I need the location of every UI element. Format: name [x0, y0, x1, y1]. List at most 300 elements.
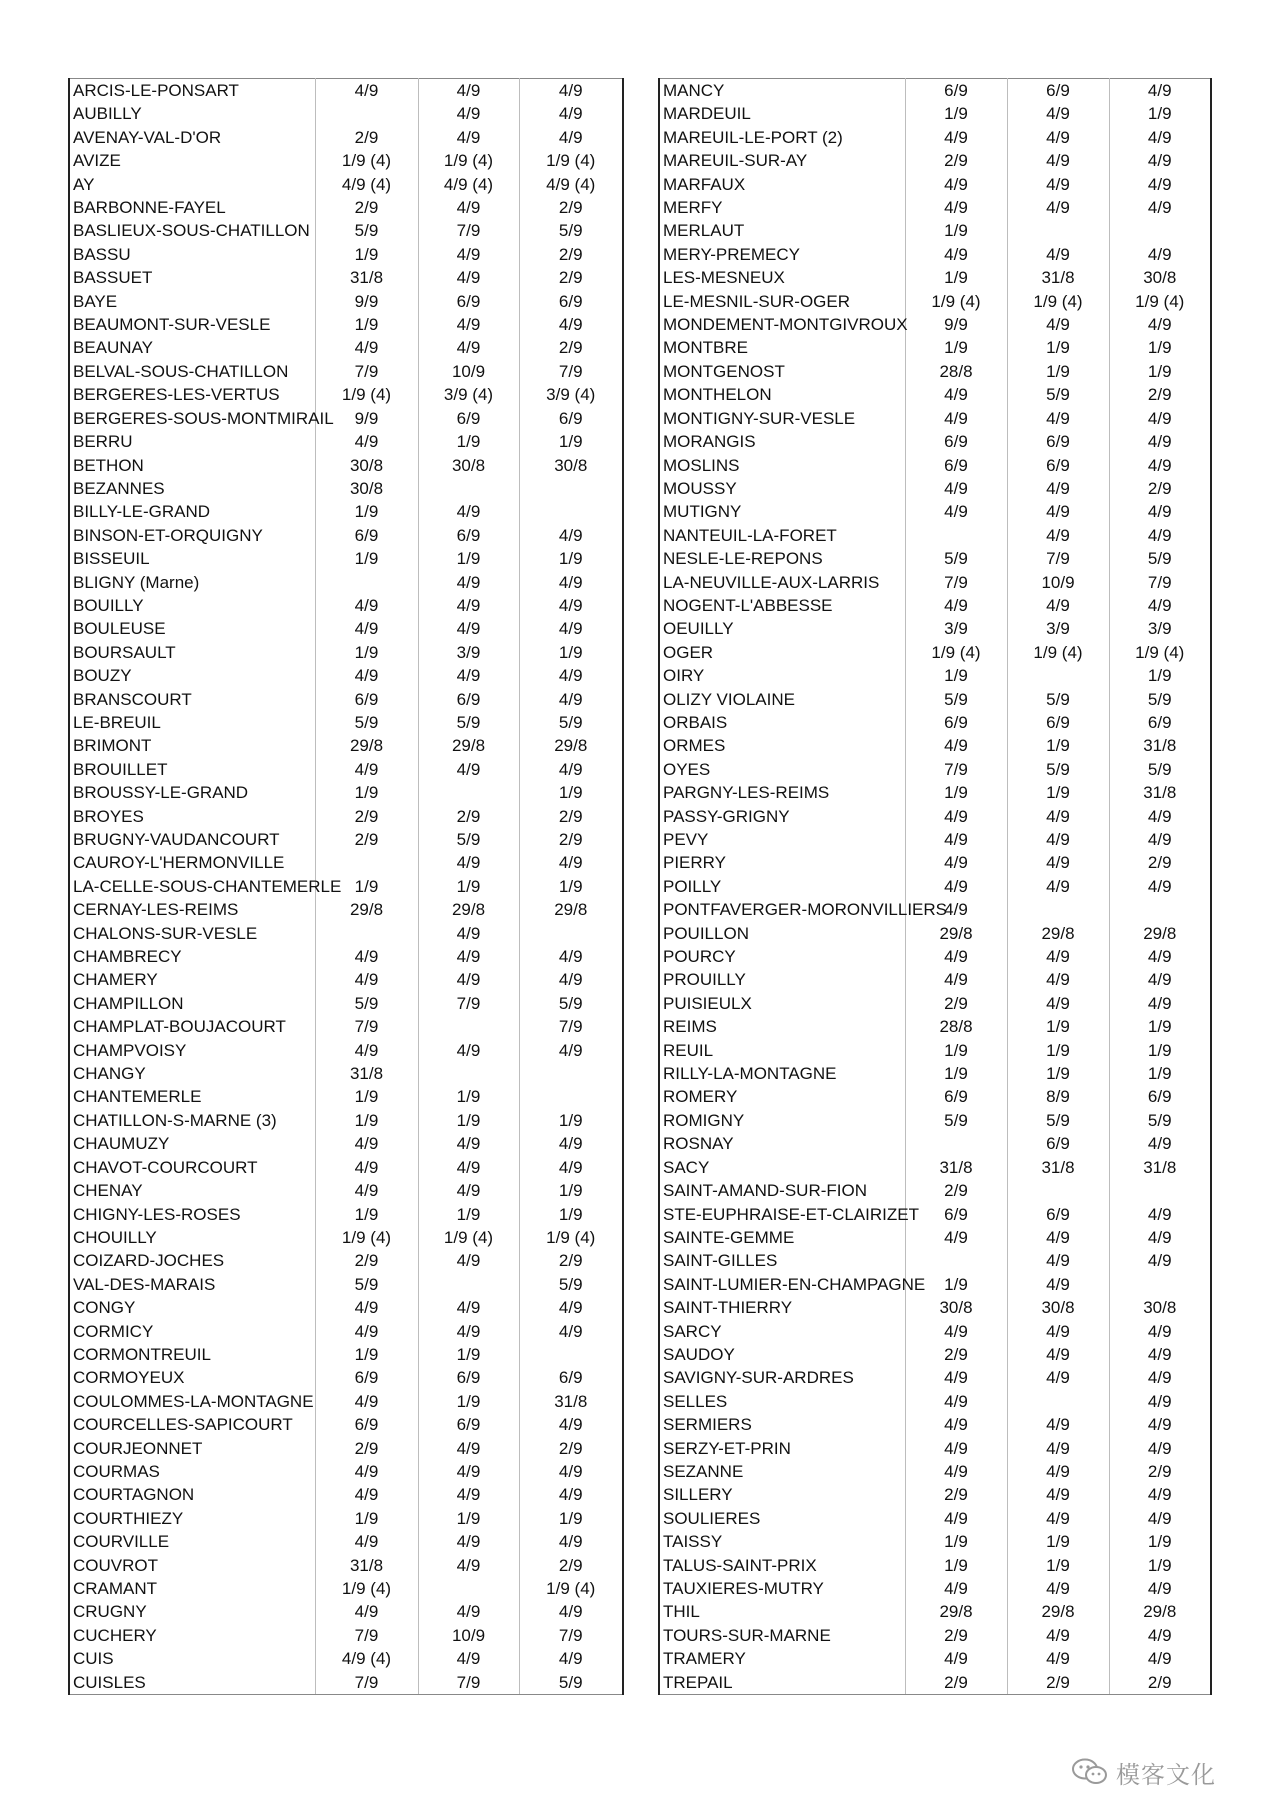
- date-cell-2: 4/9: [418, 500, 519, 523]
- date-cell-2: 4/9: [418, 1483, 519, 1506]
- date-cell-1: 6/9: [905, 1085, 1007, 1108]
- commune-name: CHAMPILLON: [69, 992, 315, 1015]
- date-cell-2: 4/9: [1007, 1320, 1109, 1343]
- date-cell-2: 4/9: [418, 1437, 519, 1460]
- table-row: [659, 1624, 1211, 1647]
- commune-name: MERY-PREMECY: [659, 243, 905, 266]
- date-cell-2: 4/9: [1007, 149, 1109, 172]
- date-cell-1: 4/9: [905, 1507, 1007, 1530]
- date-cell-2: 1/9: [418, 875, 519, 898]
- date-cell-1: 2/9: [315, 805, 418, 828]
- date-cell-1: 30/8: [315, 454, 418, 477]
- table-row: [69, 641, 623, 664]
- commune-name: PARGNY-LES-REIMS: [659, 781, 905, 804]
- table-row: [69, 407, 623, 430]
- date-cell-2: 6/9: [1007, 1132, 1109, 1155]
- date-cell-2: 4/9: [418, 758, 519, 781]
- date-cell-2: 4/9: [1007, 1273, 1109, 1296]
- date-cell-1: 4/9: [905, 1577, 1007, 1600]
- date-cell-1: 6/9: [905, 1203, 1007, 1226]
- date-cell-3: 4/9: [1109, 1132, 1211, 1155]
- commune-name: COULOMMES-LA-MONTAGNE: [69, 1390, 315, 1413]
- date-cell-3: 29/8: [519, 898, 623, 921]
- commune-name: CHAUMUZY: [69, 1132, 315, 1155]
- date-cell-2: 6/9: [1007, 711, 1109, 734]
- date-cell-3: 4/9: [519, 1483, 623, 1506]
- table-row: [659, 1203, 1211, 1226]
- date-cell-1: 1/9: [905, 781, 1007, 804]
- date-cell-2: 4/9: [418, 1296, 519, 1319]
- table-row: [659, 851, 1211, 874]
- table-row: [659, 571, 1211, 594]
- date-cell-3: 7/9: [519, 360, 623, 383]
- date-cell-1: 2/9: [905, 992, 1007, 1015]
- date-cell-1: 1/9: [905, 1554, 1007, 1577]
- table-row: [659, 664, 1211, 687]
- table-row: [69, 1039, 623, 1062]
- date-cell-3: 1/9: [519, 641, 623, 664]
- commune-name: CORMONTREUIL: [69, 1343, 315, 1366]
- date-cell-1: 4/9: [905, 805, 1007, 828]
- table-row: [659, 1015, 1211, 1038]
- date-cell-1: 4/9: [905, 477, 1007, 500]
- date-cell-1: 4/9: [315, 1296, 418, 1319]
- date-cell-1: 6/9: [315, 1366, 418, 1389]
- date-cell-1: 4/9: [315, 79, 418, 103]
- table-row: [69, 219, 623, 242]
- table-row: [659, 1647, 1211, 1670]
- commune-name: CHATILLON-S-MARNE (3): [69, 1109, 315, 1132]
- date-cell-1: 2/9: [315, 828, 418, 851]
- table-row: [69, 1460, 623, 1483]
- date-cell-2: 4/9: [1007, 102, 1109, 125]
- date-cell-1: 6/9: [905, 79, 1007, 103]
- table-row: [659, 1249, 1211, 1272]
- date-cell-2: 4/9: [418, 1320, 519, 1343]
- date-cell-1: 4/9: [905, 1437, 1007, 1460]
- date-cell-1: 1/9: [905, 266, 1007, 289]
- date-cell-3: 4/9: [1109, 805, 1211, 828]
- date-cell-3: [1109, 219, 1211, 242]
- table-row: [659, 126, 1211, 149]
- date-cell-3: 2/9: [519, 1554, 623, 1577]
- commune-name: BROYES: [69, 805, 315, 828]
- date-cell-2: 1/9: [1007, 336, 1109, 359]
- commune-name: MONTHELON: [659, 383, 905, 406]
- commune-name: BERGERES-LES-VERTUS: [69, 383, 315, 406]
- date-cell-2: 1/9: [1007, 734, 1109, 757]
- date-cell-2: 2/9: [1007, 1671, 1109, 1695]
- date-cell-2: 4/9: [1007, 1343, 1109, 1366]
- date-cell-2: 30/8: [1007, 1296, 1109, 1319]
- table-row: [659, 313, 1211, 336]
- date-cell-1: 1/9: [315, 1343, 418, 1366]
- table-row: [69, 360, 623, 383]
- date-cell-2: 4/9: [418, 571, 519, 594]
- date-cell-2: 1/9: [418, 1507, 519, 1530]
- date-cell-3: 31/8: [1109, 781, 1211, 804]
- table-row: [659, 500, 1211, 523]
- commune-name: BOUZY: [69, 664, 315, 687]
- table-row: [659, 1156, 1211, 1179]
- table-row: [69, 711, 623, 734]
- left-communes-table: [68, 78, 624, 1695]
- date-cell-1: [315, 922, 418, 945]
- commune-name: LE-MESNIL-SUR-OGER: [659, 290, 905, 313]
- date-cell-2: 1/9 (4): [1007, 290, 1109, 313]
- commune-name: MUTIGNY: [659, 500, 905, 523]
- date-cell-1: 2/9: [905, 1343, 1007, 1366]
- table-row: [659, 1085, 1211, 1108]
- watermark: [1070, 1752, 1270, 1792]
- commune-name: RILLY-LA-MONTAGNE: [659, 1062, 905, 1085]
- commune-name: PIERRY: [659, 851, 905, 874]
- table-row: [659, 594, 1211, 617]
- date-cell-3: 4/9: [1109, 243, 1211, 266]
- date-cell-1: 4/9: [315, 1156, 418, 1179]
- date-cell-3: 2/9: [519, 1437, 623, 1460]
- date-cell-3: [1109, 1273, 1211, 1296]
- commune-name: CUIS: [69, 1647, 315, 1670]
- date-cell-3: [519, 500, 623, 523]
- commune-name: CHAMBRECY: [69, 945, 315, 968]
- date-cell-3: 2/9: [1109, 477, 1211, 500]
- date-cell-1: 7/9: [315, 1671, 418, 1695]
- table-row: [69, 149, 623, 172]
- commune-name: TALUS-SAINT-PRIX: [659, 1554, 905, 1577]
- date-cell-1: 4/9: [905, 1226, 1007, 1249]
- table-row: [69, 1062, 623, 1085]
- date-cell-3: 4/9: [1109, 1203, 1211, 1226]
- commune-name: SAUDOY: [659, 1343, 905, 1366]
- table-row: [659, 1296, 1211, 1319]
- table-row: [659, 1273, 1211, 1296]
- date-cell-3: 4/9: [519, 524, 623, 547]
- table-row: [69, 1249, 623, 1272]
- date-cell-2: 4/9: [1007, 1624, 1109, 1647]
- date-cell-2: 6/9: [418, 1413, 519, 1436]
- date-cell-3: 4/9: [1109, 173, 1211, 196]
- date-cell-2: 8/9: [1007, 1085, 1109, 1108]
- table-row: [69, 126, 623, 149]
- table-row: [659, 711, 1211, 734]
- commune-name: POILLY: [659, 875, 905, 898]
- date-cell-1: 7/9: [905, 571, 1007, 594]
- date-cell-1: 4/9: [905, 500, 1007, 523]
- table-row: [659, 290, 1211, 313]
- date-cell-1: 28/8: [905, 360, 1007, 383]
- date-cell-2: 1/9: [1007, 1530, 1109, 1553]
- commune-name: CRAMANT: [69, 1577, 315, 1600]
- date-cell-1: 29/8: [905, 922, 1007, 945]
- commune-name: CHOUILLY: [69, 1226, 315, 1249]
- date-cell-1: 5/9: [905, 688, 1007, 711]
- commune-name: BEAUMONT-SUR-VESLE: [69, 313, 315, 336]
- date-cell-2: 4/9: [418, 617, 519, 640]
- date-cell-3: 5/9: [519, 1273, 623, 1296]
- date-cell-2: 1/9 (4): [1007, 641, 1109, 664]
- date-cell-1: 1/9: [315, 547, 418, 570]
- date-cell-2: 4/9: [1007, 945, 1109, 968]
- commune-name: TREPAIL: [659, 1671, 905, 1695]
- commune-name: COURTAGNON: [69, 1483, 315, 1506]
- commune-name: SERMIERS: [659, 1413, 905, 1436]
- date-cell-2: 1/9 (4): [418, 149, 519, 172]
- table-row: [659, 266, 1211, 289]
- date-cell-1: 4/9: [315, 1132, 418, 1155]
- table-row: [69, 1600, 623, 1623]
- date-cell-3: 2/9: [519, 336, 623, 359]
- date-cell-3: 5/9: [1109, 688, 1211, 711]
- table-row: [659, 196, 1211, 219]
- date-cell-1: 4/9: [315, 1320, 418, 1343]
- commune-name: THIL: [659, 1600, 905, 1623]
- date-cell-2: 6/9: [418, 1366, 519, 1389]
- date-cell-1: 1/9: [315, 781, 418, 804]
- date-cell-3: [519, 1062, 623, 1085]
- date-cell-1: 4/9: [905, 898, 1007, 921]
- date-cell-3: 30/8: [519, 454, 623, 477]
- date-cell-3: 4/9: [1109, 828, 1211, 851]
- date-cell-1: 1/9 (4): [905, 290, 1007, 313]
- commune-name: VAL-DES-MARAIS: [69, 1273, 315, 1296]
- table-row: [659, 149, 1211, 172]
- date-cell-3: 1/9: [1109, 1530, 1211, 1553]
- table-row: [69, 336, 623, 359]
- table-row: [659, 1437, 1211, 1460]
- date-cell-3: 30/8: [1109, 1296, 1211, 1319]
- commune-name: SELLES: [659, 1390, 905, 1413]
- table-row: [69, 758, 623, 781]
- commune-name: SEZANNE: [659, 1460, 905, 1483]
- commune-name: LE-BREUIL: [69, 711, 315, 734]
- commune-name: LA-NEUVILLE-AUX-LARRIS: [659, 571, 905, 594]
- table-row: [69, 1647, 623, 1670]
- table-row: [69, 1413, 623, 1436]
- date-cell-2: 29/8: [1007, 922, 1109, 945]
- date-cell-2: 4/9: [418, 126, 519, 149]
- date-cell-2: 1/9: [418, 1109, 519, 1132]
- date-cell-1: 2/9: [905, 1624, 1007, 1647]
- date-cell-1: 6/9: [315, 1413, 418, 1436]
- date-cell-2: 31/8: [1007, 1156, 1109, 1179]
- date-cell-3: 30/8: [1109, 266, 1211, 289]
- date-cell-3: 29/8: [1109, 1600, 1211, 1623]
- date-cell-2: 29/8: [418, 898, 519, 921]
- date-cell-2: 10/9: [418, 360, 519, 383]
- date-cell-1: 7/9: [315, 1015, 418, 1038]
- date-cell-3: 5/9: [1109, 547, 1211, 570]
- date-cell-3: 4/9: [519, 851, 623, 874]
- date-cell-2: 4/9 (4): [418, 173, 519, 196]
- commune-name: AUBILLY: [69, 102, 315, 125]
- date-cell-1: 4/9: [905, 1366, 1007, 1389]
- commune-name: CORMOYEUX: [69, 1366, 315, 1389]
- date-cell-2: 4/9: [418, 243, 519, 266]
- commune-name: CHENAY: [69, 1179, 315, 1202]
- date-cell-1: 1/9: [315, 500, 418, 523]
- table-row: [69, 1156, 623, 1179]
- date-cell-3: 4/9: [519, 1413, 623, 1436]
- date-cell-3: 6/9: [1109, 1085, 1211, 1108]
- table-row: [659, 781, 1211, 804]
- commune-name: TOURS-SUR-MARNE: [659, 1624, 905, 1647]
- date-cell-3: 2/9: [519, 266, 623, 289]
- table-row: [69, 477, 623, 500]
- date-cell-2: 1/9: [418, 547, 519, 570]
- commune-name: MOSLINS: [659, 454, 905, 477]
- commune-name: BRUGNY-VAUDANCOURT: [69, 828, 315, 851]
- date-cell-2: 30/8: [418, 454, 519, 477]
- date-cell-3: 4/9: [1109, 1483, 1211, 1506]
- date-cell-1: 1/9: [315, 1507, 418, 1530]
- date-cell-3: 4/9: [1109, 968, 1211, 991]
- table-row: [69, 500, 623, 523]
- commune-name: AY: [69, 173, 315, 196]
- commune-name: ROMERY: [659, 1085, 905, 1108]
- date-cell-3: 4/9: [1109, 149, 1211, 172]
- table-row: [69, 1624, 623, 1647]
- table-row: [659, 1320, 1211, 1343]
- commune-name: BRIMONT: [69, 734, 315, 757]
- table-row: [659, 336, 1211, 359]
- date-cell-1: 29/8: [315, 734, 418, 757]
- commune-name: PONTFAVERGER-MORONVILLIERS: [659, 898, 905, 921]
- date-cell-1: 4/9 (4): [315, 1647, 418, 1670]
- date-cell-3: 4/9: [519, 1296, 623, 1319]
- commune-name: OYES: [659, 758, 905, 781]
- table-row: [659, 1039, 1211, 1062]
- table-row: [659, 477, 1211, 500]
- date-cell-3: 1/9: [1109, 336, 1211, 359]
- date-cell-3: 31/8: [1109, 734, 1211, 757]
- date-cell-2: 7/9: [418, 219, 519, 242]
- date-cell-3: 4/9: [519, 102, 623, 125]
- commune-name: ROSNAY: [659, 1132, 905, 1155]
- table-row: [69, 1507, 623, 1530]
- date-cell-2: 5/9: [1007, 383, 1109, 406]
- date-cell-1: 4/9: [315, 430, 418, 453]
- date-cell-2: 1/9: [1007, 1039, 1109, 1062]
- date-cell-1: 4/9: [315, 594, 418, 617]
- date-cell-3: 5/9: [1109, 1109, 1211, 1132]
- date-cell-2: 4/9: [1007, 805, 1109, 828]
- commune-name: CHAMPLAT-BOUJACOURT: [69, 1015, 315, 1038]
- date-cell-3: [519, 477, 623, 500]
- date-cell-3: 1/9: [519, 875, 623, 898]
- date-cell-1: 4/9: [315, 1530, 418, 1553]
- date-cell-2: 4/9: [1007, 1437, 1109, 1460]
- commune-name: SAINT-LUMIER-EN-CHAMPAGNE: [659, 1273, 905, 1296]
- date-cell-1: 1/9 (4): [905, 641, 1007, 664]
- date-cell-3: 4/9: [1109, 500, 1211, 523]
- date-cell-1: 6/9: [905, 711, 1007, 734]
- table-row: [659, 547, 1211, 570]
- date-cell-2: 7/9: [418, 1671, 519, 1695]
- commune-name: OGER: [659, 641, 905, 664]
- date-cell-3: 4/9 (4): [519, 173, 623, 196]
- date-cell-1: 1/9: [905, 1530, 1007, 1553]
- date-cell-1: 6/9: [315, 524, 418, 547]
- table-row: [69, 1296, 623, 1319]
- date-cell-1: 1/9: [905, 1062, 1007, 1085]
- date-cell-2: 4/9: [418, 1039, 519, 1062]
- date-cell-1: 4/9: [905, 594, 1007, 617]
- date-cell-3: 4/9: [519, 1600, 623, 1623]
- table-row: [69, 1320, 623, 1343]
- table-row: [69, 1015, 623, 1038]
- date-cell-3: 4/9: [1109, 524, 1211, 547]
- date-cell-2: 4/9: [1007, 828, 1109, 851]
- commune-name: BASSUET: [69, 266, 315, 289]
- date-cell-1: 2/9: [905, 1671, 1007, 1695]
- table-row: [659, 1062, 1211, 1085]
- table-row: [69, 968, 623, 991]
- commune-name: BASSU: [69, 243, 315, 266]
- date-cell-1: 1/9: [905, 1273, 1007, 1296]
- date-cell-3: 31/8: [519, 1390, 623, 1413]
- commune-name: CUISLES: [69, 1671, 315, 1695]
- date-cell-3: 4/9: [1109, 1437, 1211, 1460]
- commune-name: REUIL: [659, 1039, 905, 1062]
- date-cell-1: 31/8: [315, 266, 418, 289]
- commune-name: OLIZY VIOLAINE: [659, 688, 905, 711]
- date-cell-1: 4/9: [905, 968, 1007, 991]
- date-cell-2: 4/9: [418, 313, 519, 336]
- wechat-bubble-icon: [1070, 1756, 1110, 1788]
- date-cell-2: 5/9: [1007, 1109, 1109, 1132]
- commune-name: COUVROT: [69, 1554, 315, 1577]
- date-cell-2: 4/9: [418, 922, 519, 945]
- date-cell-2: 4/9: [1007, 1413, 1109, 1436]
- table-row: [69, 571, 623, 594]
- date-cell-3: 3/9: [1109, 617, 1211, 640]
- commune-name: ORBAIS: [659, 711, 905, 734]
- date-cell-1: 2/9: [315, 126, 418, 149]
- date-cell-3: 1/9 (4): [1109, 641, 1211, 664]
- date-cell-2: 4/9: [1007, 407, 1109, 430]
- date-cell-3: 3/9 (4): [519, 383, 623, 406]
- table-row: [69, 313, 623, 336]
- date-cell-2: 1/9: [1007, 1015, 1109, 1038]
- date-cell-3: 1/9: [519, 1507, 623, 1530]
- date-cell-3: 1/9: [1109, 360, 1211, 383]
- date-cell-2: 4/9: [1007, 1366, 1109, 1389]
- commune-name: SAVIGNY-SUR-ARDRES: [659, 1366, 905, 1389]
- date-cell-2: 4/9: [1007, 1577, 1109, 1600]
- date-cell-1: 4/9: [315, 1039, 418, 1062]
- date-cell-2: 4/9: [418, 1249, 519, 1272]
- date-cell-2: [418, 781, 519, 804]
- table-row: [659, 945, 1211, 968]
- commune-name: CRUGNY: [69, 1600, 315, 1623]
- commune-name: BINSON-ET-ORQUIGNY: [69, 524, 315, 547]
- date-cell-3: 4/9: [1109, 1320, 1211, 1343]
- date-cell-1: 1/9 (4): [315, 1577, 418, 1600]
- date-cell-3: 4/9: [519, 758, 623, 781]
- date-cell-2: [418, 1273, 519, 1296]
- table-row: [69, 243, 623, 266]
- commune-name: MERLAUT: [659, 219, 905, 242]
- date-cell-2: 4/9: [418, 851, 519, 874]
- commune-name: SAINT-AMAND-SUR-FION: [659, 1179, 905, 1202]
- date-cell-1: 5/9: [905, 547, 1007, 570]
- commune-name: MONTGENOST: [659, 360, 905, 383]
- date-cell-1: 28/8: [905, 1015, 1007, 1038]
- table-row: [69, 102, 623, 125]
- date-cell-3: 1/9: [1109, 1062, 1211, 1085]
- date-cell-1: 1/9: [905, 336, 1007, 359]
